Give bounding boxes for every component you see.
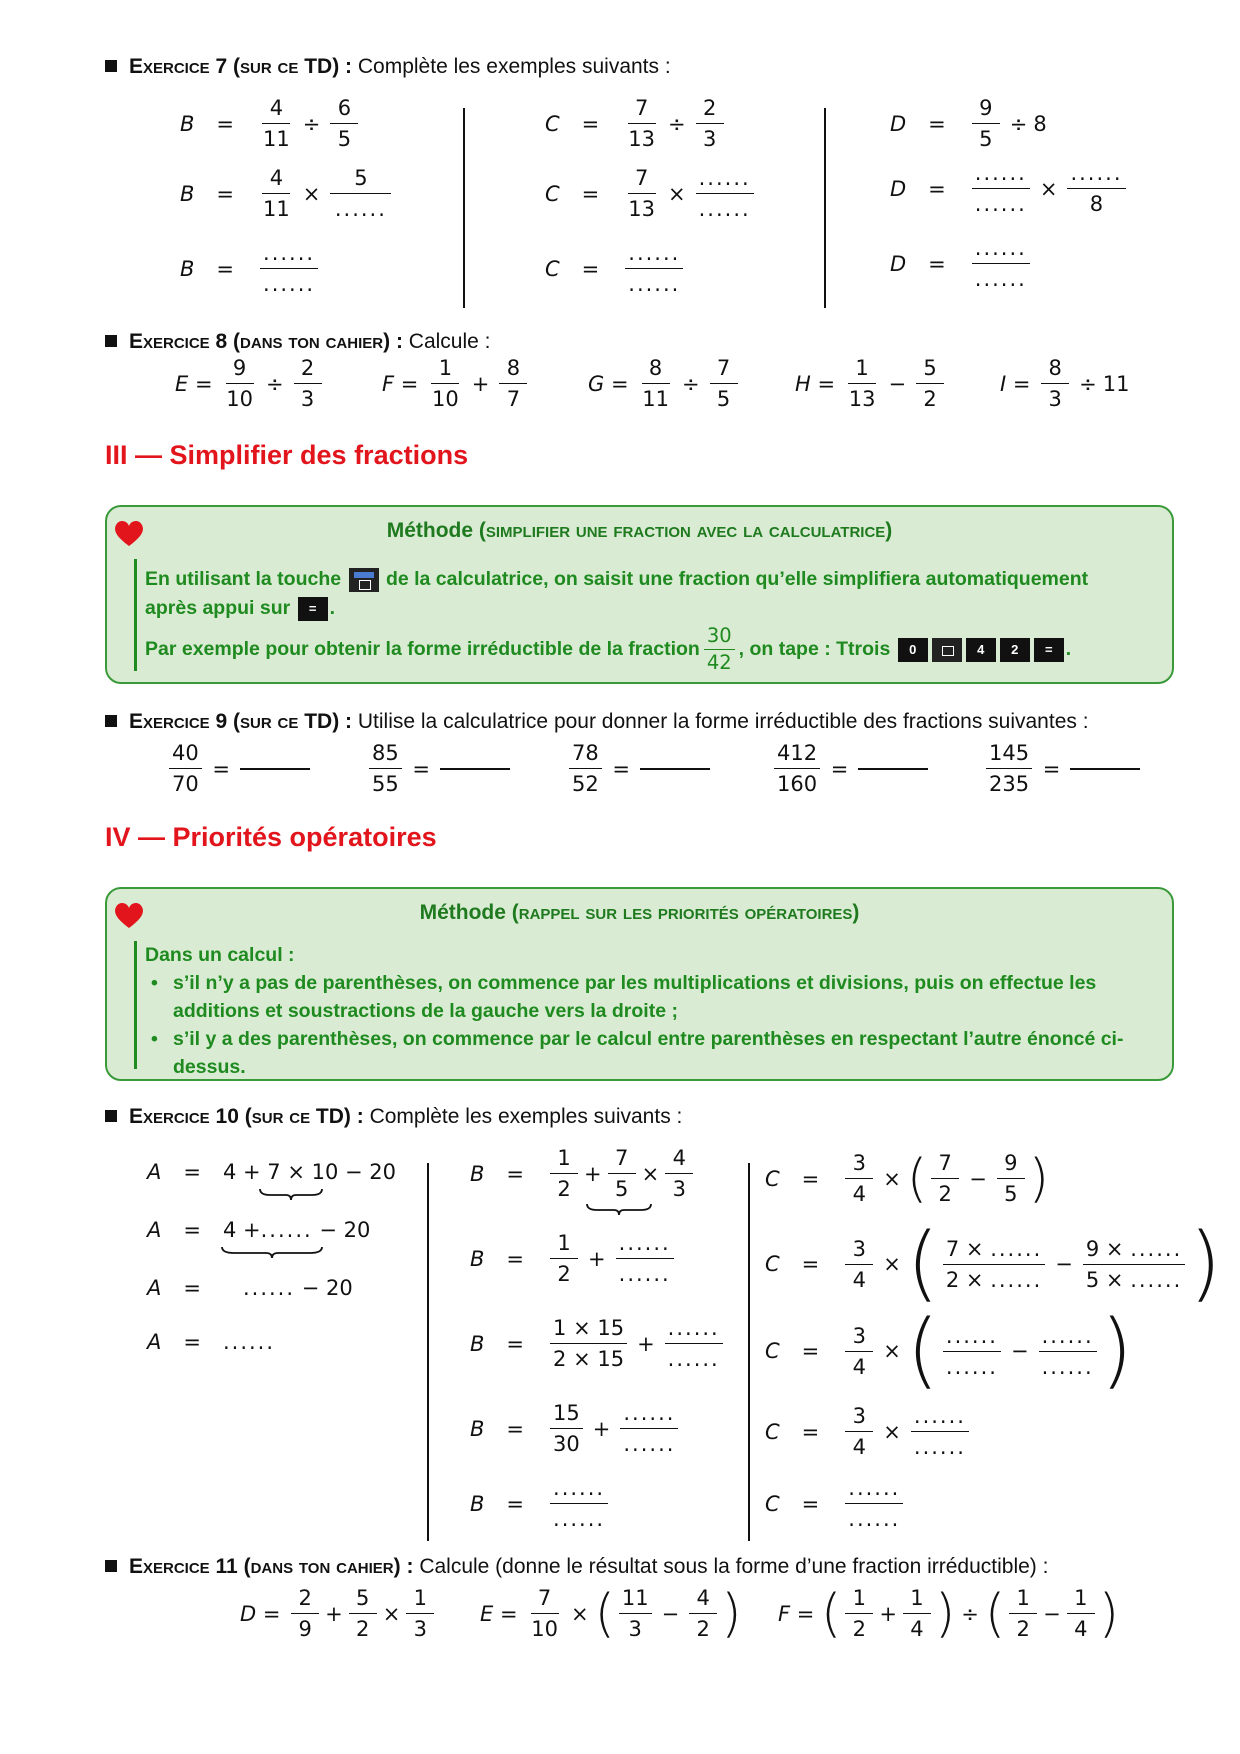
method-1-line-2: après appui sur = . [145,597,336,619]
ex10-c-line1: C = $\frac{3}{4}$ × ( $\frac{7}{2}$ − $\frac{9}{5}$ ) [765,1148,1050,1209]
ex7-d-line3[interactable]: D = $\frac{......}{......}$ [890,235,1034,292]
ex8-g: G = $\frac{8}{11}$ ÷ $\frac{7}{5}$ [588,355,742,412]
ex10-b-line4[interactable]: B = $\frac{15}{30}$ + $\frac{......}{......}$ [470,1400,682,1457]
ex10-a-line3[interactable]: A = ...... − 20 [147,1276,353,1300]
ex7-d-line2[interactable]: D = $\frac{......}{......}$ × $\frac{......}{8}$ [890,160,1130,217]
ex10-c-line5[interactable]: C = $\frac{......}{......}$ [765,1475,907,1532]
ex7-c-line2[interactable]: C = $\frac{7}{13}$ × $\frac{......}{......}$ [545,165,758,222]
brace-3 [585,1202,653,1216]
ex8-h: H = $\frac{1}{13}$ − $\frac{5}{2}$ [795,355,948,412]
method-1-line-1: En utilisant la touche de la calculatrice, on saisit une fraction qu’elle simplifiera automatiquement [145,568,1089,590]
exercise-11-heading: Exercice 11 (dans ton cahier) : Calcule (donne le résultat sous la forme d’une fraction irréductible) : [105,1555,1048,1579]
heart-icon [113,519,145,547]
section-3-title: III — Simplifier des fractions [105,440,469,470]
ex8-e: E = $\frac{9}{10}$ ÷ $\frac{2}{3}$ [175,355,326,412]
ex10-c-line2[interactable]: C = $\frac{3}{4}$ × ( $\frac{7 \times ......}{2 \times ......}$ − $\frac{9 \times ......}{5 \times ......}$ ) [765,1216,1222,1311]
ex8-f: F = $\frac{1}{10}$ + $\frac{8}{7}$ [382,355,531,412]
method-2-title: Méthode (rappel sur les priorités opératoires) [419,901,860,924]
ex9-frac-1[interactable]: $\frac{40}{70}$ = [165,740,310,797]
method-2-intro: Dans un calcul : [145,944,295,966]
ex9-frac-3[interactable]: $\frac{78}{52}$ = [565,740,710,797]
exercise-10-heading: Exercice 10 (sur ce TD) : Complète les exemples suivants : [105,1105,682,1129]
ex11-e: E = $\frac{7}{10}$ × ( $\frac{11}{3}$ − $\frac{4}{2}$ ) [480,1583,742,1644]
key-2: 2 [1000,638,1030,662]
ex10-a-line2[interactable]: A = 4 + ...... − 20 [147,1218,371,1242]
ex11-d: D = $\frac{2}{9}$ + $\frac{5}{2}$ × $\frac{1}{3}$ [240,1585,438,1642]
section-4-title: IV — Priorités opératoires [105,822,437,852]
ex10-c-line3[interactable]: C = $\frac{3}{4}$ × ( $\frac{......}{......}$ − $\frac{......}{......}$ ) [765,1303,1133,1398]
ex10-b-line1: B = $\frac{1}{2}$ + $\frac{7}{5}$ × $\frac{4}{3}$ [470,1145,697,1202]
fraction-key-icon-2 [932,638,962,662]
key-0: 0 [898,638,928,662]
ex7-b-line1: B = $\frac{4}{11}$ ÷ $\frac{6}{5}$ [180,95,362,152]
ex9-frac-4[interactable]: $\frac{412}{160}$ = [770,740,928,797]
exercise-9-heading: Exercice 9 (sur ce TD) : Utilise la calculatrice pour donner la forme irréductible des fractions suivantes : [105,710,1089,734]
ex8-i: I = $\frac{8}{3}$ ÷ 11 [1000,356,1130,411]
brace-2 [220,1245,324,1259]
ex7-d-line1: D = $\frac{9}{5}$ ÷ 8 [890,96,1047,151]
method-2-bullet-1: • s’il n’y a pas de parenthèses, on commence par les multiplications et divisions, puis on effectue les additions et soustractions de la gauche vers la droite ; [151,972,1097,1022]
ex7-c-line1: C = $\frac{7}{13}$ ÷ $\frac{2}{3}$ [545,95,728,152]
ex10-b-line2[interactable]: B = $\frac{1}{2}$ + $\frac{......}{......}$ [470,1230,678,1287]
ex10-c-line4[interactable]: C = $\frac{3}{4}$ × $\frac{......}{......}$ [765,1403,973,1460]
ex9-frac-2[interactable]: $\frac{85}{55}$ = [365,740,510,797]
ex10-b-line3[interactable]: B = $\frac{1 \times 15}{2 \times 15}$ + $\frac{......}{......}$ [470,1315,727,1372]
fraction-key-icon [349,568,379,592]
equals-key-icon: = [298,597,328,621]
method-box-simplify [105,505,1174,684]
ex11-f: F = ( $\frac{1}{2}$ + $\frac{1}{4}$ ) ÷ ( $\frac{1}{2}$ − $\frac{1}{4}$ ) [778,1583,1120,1644]
ex7-b-line3[interactable]: B = $\frac{......}{......}$ [180,240,322,297]
ex9-frac-5[interactable]: $\frac{145}{235}$ = [982,740,1140,797]
ex7-b-line2: B = $\frac{4}{11}$ × $\frac{5}{......}$ [180,165,395,222]
key-equals: = [1034,638,1064,662]
key-4: 4 [966,638,996,662]
method-1-title: Méthode (simplifier une fraction avec la calculatrice) [386,519,893,542]
ex10-b-line5[interactable]: B = $\frac{......}{......}$ [470,1475,612,1532]
heart-icon-2 [113,901,145,929]
exercise-7-heading: Exercice 7 (sur ce TD) : Complète les exemples suivants : [105,55,671,79]
ex10-a-line1: A = 4 + 7 × 10 − 20 [147,1160,396,1184]
method-1-line-3: Par exemple pour obtenir la forme irréductible de la fraction $\frac{30}{42}$ , on tape : Ttrois 0 4 2 = . [145,624,1072,674]
exercise-8-heading: Exercice 8 (dans ton cahier) : Calcule : [105,330,490,354]
method-box-priorities [105,887,1174,1081]
method-2-bullet-2: • s’il y a des parenthèses, on commence par le calcul entre parenthèses en respectant l’autre énoncé ci-dessus. [151,1028,1124,1078]
ex7-c-line3[interactable]: C = $\frac{......}{......}$ [545,240,687,297]
brace-1 [258,1187,324,1201]
ex10-a-line4[interactable]: A = ...... [147,1330,276,1354]
